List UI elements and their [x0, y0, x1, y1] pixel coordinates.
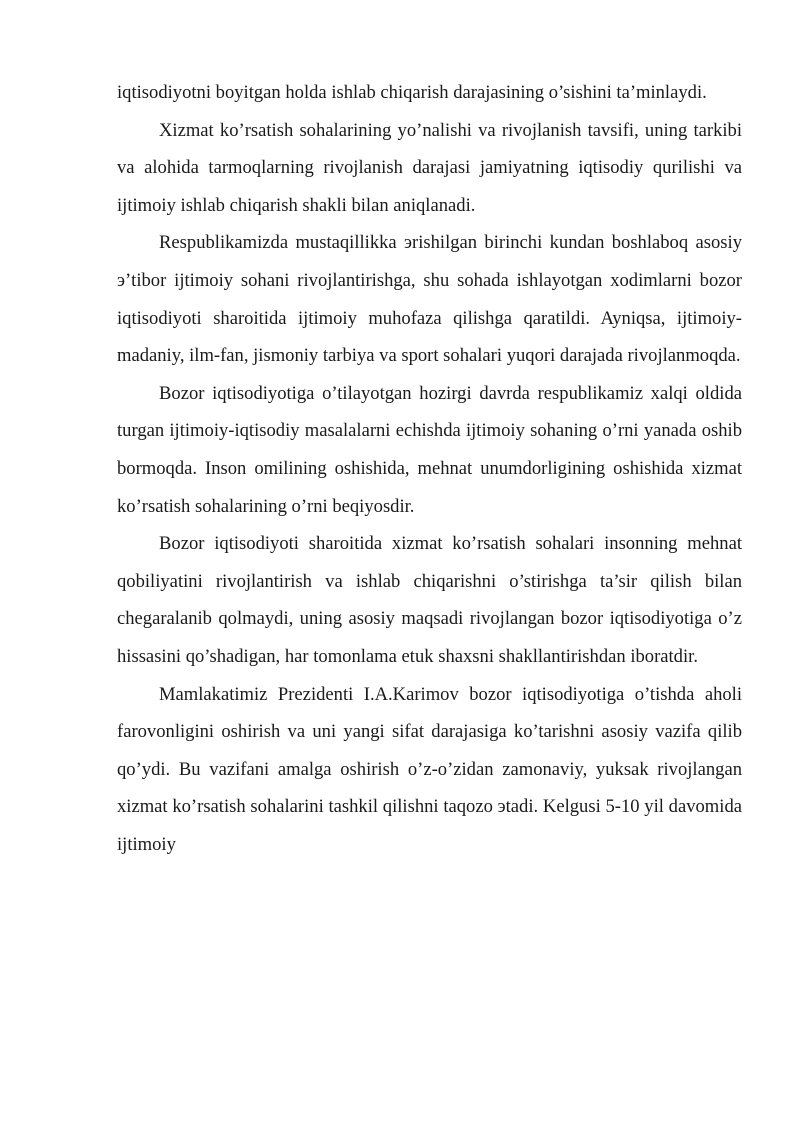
paragraph-service-sectors: Xizmat ko’rsatish sohalarining yo’nalishi va rivojlanish tavsifi, uning tarkibi va alohida tarmoqlarning rivojlanish darajasi jamiyatning iqtisodiy qurilishi va ijtimoiy ishlab chiqarish shakli bilan aniqlanadi. — [117, 119, 742, 216]
paragraph-independence-social: Respublikamizda mustaqillikka эrishilgan birinchi kundan boshlaboq asosiy э’tibor ijtimoiy sohani rivojlantirishga, shu sohada ishlayotgan xodimlarni bozor iqtisodiyoti sharoitida ijtimoiy muhofaza qilishga qaratildi. Ayniqsa, ijtimoiy-madaniy, ilm-fan, jismoniy tarbiya va sport sohalari yuqori darajada rivojlanmoqda. — [117, 232, 742, 367]
paragraph-continuation: iqtisodiyotni boyitgan holda ishlab chiqarish darajasining o’sishini ta’minlaydi. — [117, 82, 707, 103]
paragraph-market-transition: Bozor iqtisodiyotiga o’tilayotgan hozirgi davrda respublikamiz xalqi oldida turgan ijtimoiy-iqtisodiy masalalarni echishda ijtimoiy sohaning o’rni yanada oshib bormoqda. Inson omilining oshishida, mehnat unumdorligining oshishida xizmat ko’rsatish sohalarining o’rni beqiyosdir. — [117, 382, 742, 517]
paragraph-president: Mamlakatimiz Prezidenti I.A.Karimov bozor iqtisodiyotiga o’tishda aholi farovonligini oshirish va uni yangi sifat darajasiga ko’tarishni asosiy vazifa qilib qo’ydi. Bu vazifani amalga oshirish o’z-o’zidan zamonaviy, yuksak rivojlangan xizmat ko’rsatish sohalarini tashkil qilishni taqozo эtadi. Kelgusi 5-10 yil davomida ijtimoiy — [117, 683, 742, 855]
document-body — [117, 74, 742, 863]
paragraph-market-services: Bozor iqtisodiyoti sharoitida xizmat ko’rsatish sohalari insonning mehnat qobiliyatini rivojlantirish va ishlab chiqarishni o’stirishga ta’sir qilish bilan chegaralanib qolmaydi, uning asosiy maqsadi rivojlangan bozor iqtisodiyotiga o’z hissasini qo’shadigan, har tomonlama etuk shaxsni shakllantirishdan iboratdir. — [117, 533, 742, 667]
